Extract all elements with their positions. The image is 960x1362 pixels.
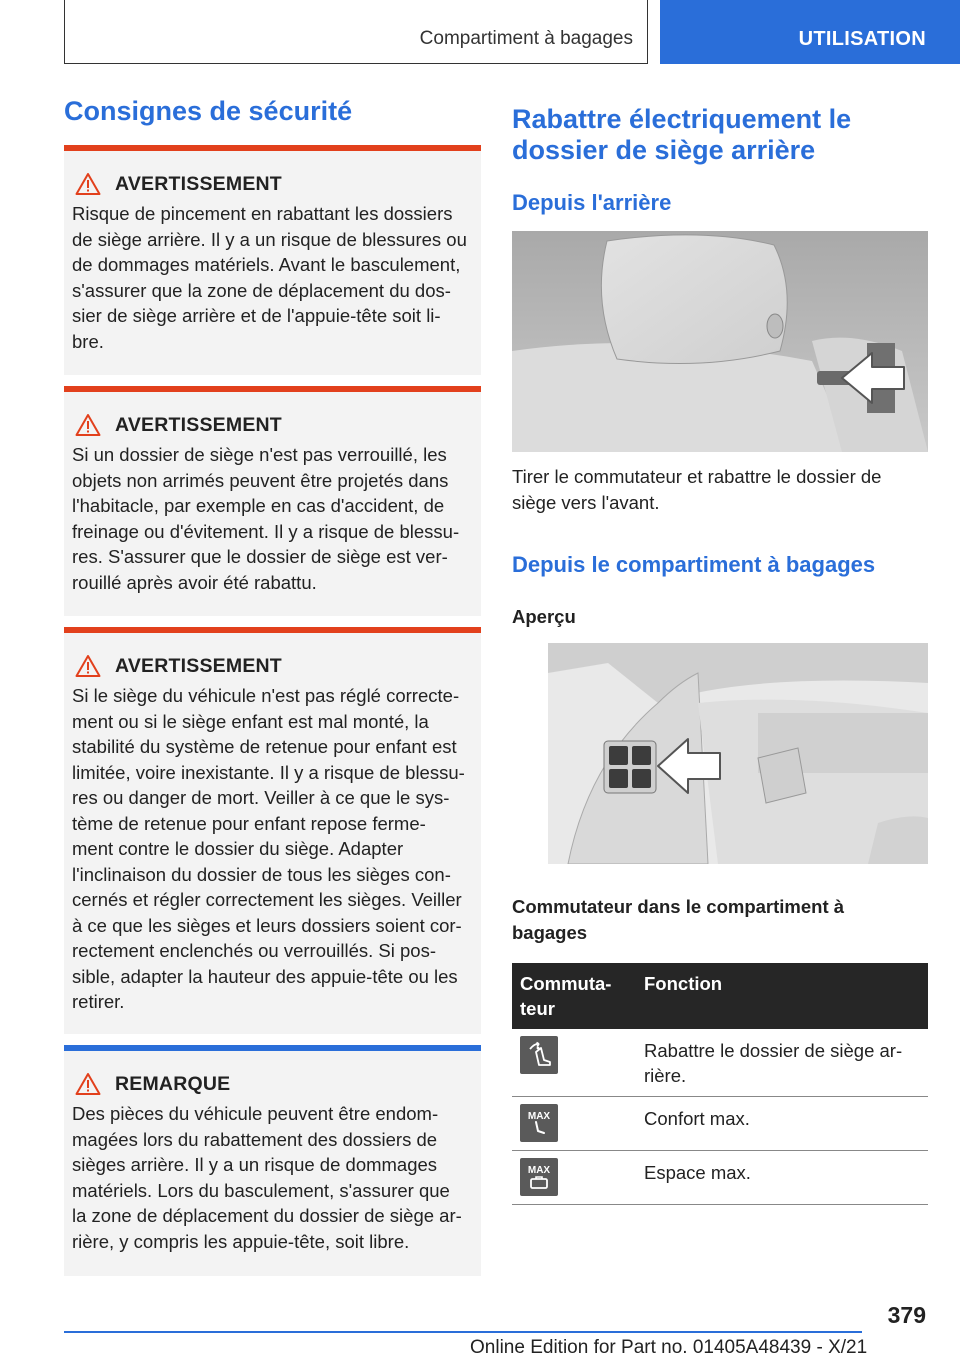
warning-triangle-icon [75, 654, 101, 678]
svg-text:MAX: MAX [527, 1111, 551, 1122]
table-row [512, 1029, 928, 1097]
warning-text: Risque de pincement en rabattant les dossiers de siège arrière. Il y a un risque de blessures ou de dommages matériels. Avant le basculement, s'assurer que la zone de déplacement du dos- sier de siège arrière et de l'appuie-tête soit li- bre. [72, 203, 467, 352]
max-space-icon [520, 1158, 558, 1196]
header-section-title: Compartiment à bagages [419, 28, 633, 49]
note-text: Des pièces du véhicule peuvent être endom- magées lors du rabattement des dossiers de sièges arrière. Il y a un risque de dommages matériels. Lors du basculement, s'assurer que la zone de déplacement du dossier de siège ar- rière, y compris les appuie-tête, soit libre. [72, 1103, 462, 1252]
table-cell-function: Confort max. [636, 1097, 928, 1151]
warning-triangle-icon [75, 172, 101, 196]
warning-triangle-icon [75, 413, 101, 437]
footer-divider [64, 1331, 862, 1333]
figure-caption: Commutateur dans le compartiment à bagages [512, 896, 845, 943]
left-column [64, 96, 481, 127]
rear-seat-illustration [512, 231, 928, 452]
trunk-switch-illustration [548, 643, 928, 864]
header-chapter-tab [660, 0, 960, 64]
subtitle-from-trunk: Depuis le compartiment à bagages [512, 552, 876, 577]
warning-text: Si un dossier de siège n'est pas verrouillé, les objets non arrimés peuvent être projetés dans l'habitacle, par exemple en cas d'accident, de freinage ou d'évitement. Il y a risque de blessu- res. S'assurer que le dossier de siège est ver- rouillé après avoir été rabattu. [72, 444, 460, 593]
subtitle-from-rear: Depuis l'arrière [512, 190, 672, 215]
header-section-box [64, 0, 648, 64]
max-comfort-icon [520, 1104, 558, 1142]
section-title-fold: Rabattre électriquement le dossier de siège arrière [512, 104, 852, 165]
section-title-safety: Consignes de sécurité [64, 96, 353, 126]
footer-edition: Online Edition for Part no. 01405A48439 - X/21 [470, 1337, 868, 1358]
warning-box-3 [64, 627, 481, 1034]
warning-title: AVERTISSEMENT [115, 172, 282, 195]
warning-box-1 [64, 145, 481, 375]
overview-heading: Aperçu [512, 606, 576, 627]
note-box [64, 1045, 481, 1276]
warning-text: Si le siège du véhicule n'est pas réglé correcte- ment ou si le siège enfant est mal monté, la stabilité du système de retenue pour enfant est limitée, voire inexistante. Il y a risque de blessu- res ou danger de mort. Veiller à ce que le sys- tème de retenue pour enfant repose ferme- ment contre le dossier du siège. Adapter l'inclinaison du dossier de tous les sièges con- cernés et régler correctement les sièges. Veiller à ce que les sièges et leurs dossiers soient cor- rectement enclenchés ou verrouillés. Si pos- sible, adapter la hauteur des appuie-tête ou les retirer. [72, 685, 465, 1012]
table-header-switch: Commuta- teur [512, 963, 636, 1029]
table-cell-function: Espace max. [636, 1151, 928, 1205]
warning-title: AVERTISSEMENT [115, 654, 282, 677]
page-number: 379 [887, 1302, 926, 1328]
table-header-function: Fonction [636, 963, 928, 1029]
table-row [512, 1151, 928, 1205]
warning-triangle-icon [75, 1072, 101, 1096]
seat-fold-icon [520, 1036, 558, 1074]
warning-box-2 [64, 386, 481, 616]
table-row [512, 1097, 928, 1151]
header-chapter-title: UTILISATION [798, 28, 926, 50]
switch-function-table [512, 963, 928, 1205]
table-cell-function: Rabattre le dossier de siège ar- rière. [636, 1029, 928, 1097]
svg-text:MAX: MAX [527, 1165, 551, 1176]
note-title: REMARQUE [115, 1072, 231, 1095]
warning-title: AVERTISSEMENT [115, 413, 282, 436]
instruction-rear: Tirer le commutateur et rabattre le dossier de siège vers l'avant. [512, 466, 882, 513]
